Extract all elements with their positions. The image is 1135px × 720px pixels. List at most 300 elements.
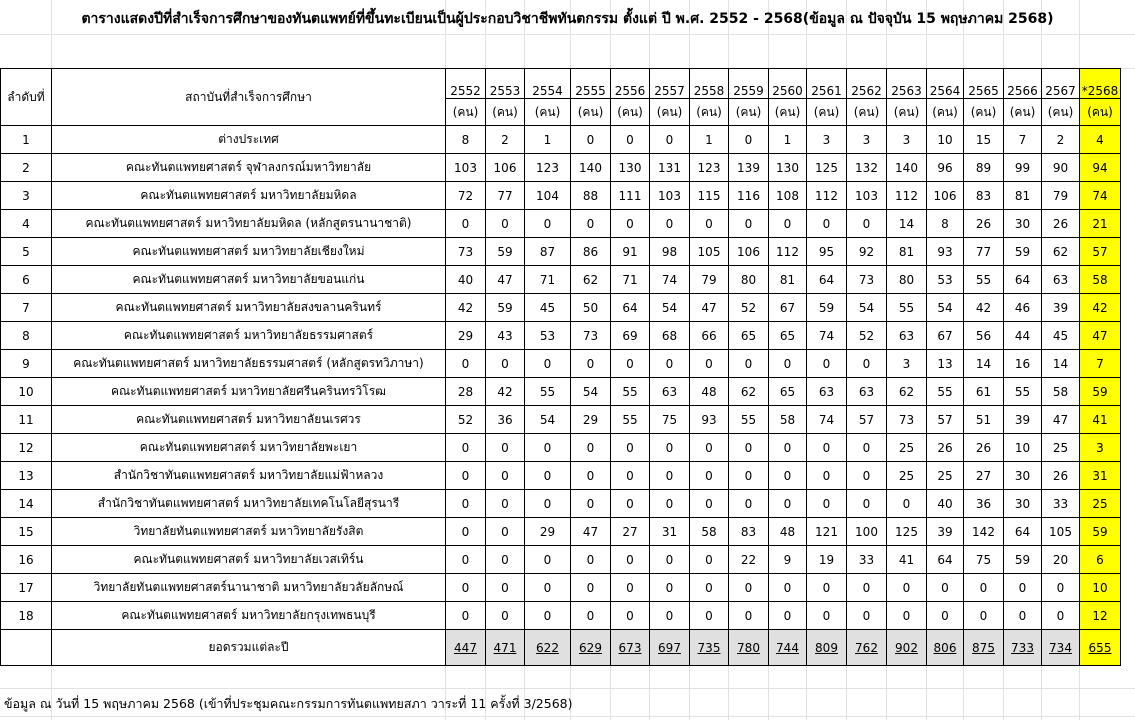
cell-count: 10	[927, 126, 964, 154]
cell-count: 45	[525, 294, 571, 322]
cell-count: 50	[571, 294, 611, 322]
row-index: 3	[1, 182, 52, 210]
cell-count: 140	[887, 154, 927, 182]
cell-count: 0	[690, 490, 729, 518]
cell-count: 0	[446, 462, 486, 490]
cell-count: 105	[690, 238, 729, 266]
cell-count: 130	[769, 154, 807, 182]
cell-count: 62	[729, 378, 769, 406]
table-row	[1, 350, 1121, 378]
institution-name: คณะทันตแพทยศาสตร์ มหาวิทยาลัยสงขลานครินทร์	[52, 294, 446, 322]
row-index: 2	[1, 154, 52, 182]
cell-count: 96	[927, 154, 964, 182]
cell-count: 74	[807, 322, 847, 350]
table-row	[1, 322, 1121, 350]
institution-name: คณะทันตแพทยศาสตร์ มหาวิทยาลัยเชียงใหม่	[52, 238, 446, 266]
cell-count: 0	[571, 462, 611, 490]
cell-count: 142	[964, 518, 1004, 546]
totals-blank	[1, 630, 52, 666]
cell-count: 0	[486, 434, 525, 462]
cell-count: 3	[1080, 434, 1121, 462]
cell-count: 43	[486, 322, 525, 350]
cell-count: 63	[807, 378, 847, 406]
cell-count: 0	[729, 210, 769, 238]
cell-count: 0	[486, 546, 525, 574]
header-unit: (คน)	[729, 99, 769, 126]
table-row	[1, 126, 1121, 154]
institution-name: คณะทันตแพทยศาสตร์ มหาวิทยาลัยธรรมศาสตร์ (หลักสูตรทวิภาษา)	[52, 350, 446, 378]
cell-count: 3	[847, 126, 887, 154]
cell-count: 39	[1042, 294, 1080, 322]
cell-count: 79	[690, 266, 729, 294]
cell-count: 39	[927, 518, 964, 546]
cell-count: 0	[446, 546, 486, 574]
total-value: 622	[525, 630, 571, 666]
cell-count: 71	[611, 266, 650, 294]
cell-count: 0	[525, 350, 571, 378]
cell-count: 106	[927, 182, 964, 210]
cell-count: 58	[690, 518, 729, 546]
cell-count: 59	[1080, 518, 1121, 546]
cell-count: 0	[1042, 602, 1080, 630]
cell-count: 86	[571, 238, 611, 266]
cell-count: 8	[927, 210, 964, 238]
cell-count: 0	[807, 434, 847, 462]
institution-name: คณะทันตแพทยศาสตร์ มหาวิทยาลัยเวสเทิร์น	[52, 546, 446, 574]
cell-count: 0	[847, 602, 887, 630]
cell-count: 94	[1080, 154, 1121, 182]
cell-count: 1	[525, 126, 571, 154]
table-row	[1, 462, 1121, 490]
table-row	[1, 266, 1121, 294]
cell-count: 0	[690, 210, 729, 238]
row-index: 16	[1, 546, 52, 574]
cell-count: 0	[847, 350, 887, 378]
cell-count: 25	[1080, 490, 1121, 518]
cell-count: 57	[847, 406, 887, 434]
cell-count: 0	[769, 350, 807, 378]
cell-count: 132	[847, 154, 887, 182]
cell-count: 40	[446, 266, 486, 294]
cell-count: 0	[650, 210, 690, 238]
cell-count: 55	[611, 378, 650, 406]
cell-count: 79	[1042, 182, 1080, 210]
cell-count: 36	[486, 406, 525, 434]
table-row	[1, 182, 1121, 210]
total-value: 655	[1080, 630, 1121, 666]
institution-name: คณะทันตแพทยศาสตร์ มหาวิทยาลัยพะเยา	[52, 434, 446, 462]
cell-count: 45	[1042, 322, 1080, 350]
row-index: 6	[1, 266, 52, 294]
cell-count: 91	[611, 238, 650, 266]
cell-count: 0	[611, 210, 650, 238]
header-year: 2555	[571, 69, 611, 99]
row-index: 11	[1, 406, 52, 434]
cell-count: 0	[446, 434, 486, 462]
institution-name: สำนักวิชาทันตแพทยศาสตร์ มหาวิทยาลัยแม่ฟ้าหลวง	[52, 462, 446, 490]
cell-count: 25	[887, 434, 927, 462]
header-year: 2556	[611, 69, 650, 99]
row-index: 15	[1, 518, 52, 546]
total-value: 806	[927, 630, 964, 666]
cell-count: 75	[964, 546, 1004, 574]
cell-count: 0	[650, 490, 690, 518]
cell-count: 64	[611, 294, 650, 322]
cell-count: 58	[1042, 378, 1080, 406]
cell-count: 0	[611, 350, 650, 378]
total-value: 902	[887, 630, 927, 666]
cell-count: 125	[887, 518, 927, 546]
cell-count: 29	[525, 518, 571, 546]
cell-count: 19	[807, 546, 847, 574]
cell-count: 0	[729, 126, 769, 154]
cell-count: 52	[446, 406, 486, 434]
header-year: 2553	[486, 69, 525, 99]
cell-count: 0	[650, 126, 690, 154]
row-index: 4	[1, 210, 52, 238]
cell-count: 0	[807, 574, 847, 602]
header-index: ลำดับที่	[1, 69, 52, 126]
cell-count: 59	[1004, 546, 1042, 574]
cell-count: 42	[964, 294, 1004, 322]
cell-count: 65	[769, 322, 807, 350]
cell-count: 59	[1080, 378, 1121, 406]
cell-count: 87	[525, 238, 571, 266]
table-row	[1, 490, 1121, 518]
cell-count: 62	[887, 378, 927, 406]
cell-count: 0	[964, 602, 1004, 630]
cell-count: 48	[769, 518, 807, 546]
page-title: ตารางแสดงปีที่สำเร็จการศึกษาของทันตแพทย์ที่ขึ้นทะเบียนเป็นผู้ประกอบวิชาชีพทันตกรรม ตั้งแต่ ปี พ.ศ. 2552 - 2568(ข้อมูล ณ ปัจจุบัน 15 พฤษภาคม 2568)	[81, 11, 1054, 27]
cell-count: 74	[807, 406, 847, 434]
table-row	[1, 546, 1121, 574]
cell-count: 64	[1004, 518, 1042, 546]
data-table	[0, 68, 1121, 666]
cell-count: 3	[887, 350, 927, 378]
cell-count: 0	[446, 490, 486, 518]
total-value: 697	[650, 630, 690, 666]
cell-count: 0	[571, 546, 611, 574]
cell-count: 47	[486, 266, 525, 294]
cell-count: 0	[650, 602, 690, 630]
cell-count: 63	[887, 322, 927, 350]
institution-name: คณะทันตแพทยศาสตร์ มหาวิทยาลัยกรุงเทพธนบุรี	[52, 602, 446, 630]
cell-count: 0	[1004, 574, 1042, 602]
header-unit: (คน)	[525, 99, 571, 126]
cell-count: 20	[1042, 546, 1080, 574]
table-row	[1, 294, 1121, 322]
cell-count: 21	[1080, 210, 1121, 238]
cell-count: 0	[964, 574, 1004, 602]
cell-count: 0	[525, 434, 571, 462]
gridline	[0, 688, 1135, 689]
institution-name: คณะทันตแพทยศาสตร์ มหาวิทยาลัยศรีนครินทรวิโรฒ	[52, 378, 446, 406]
cell-count: 0	[650, 434, 690, 462]
cell-count: 89	[964, 154, 1004, 182]
cell-count: 59	[807, 294, 847, 322]
cell-count: 0	[729, 462, 769, 490]
cell-count: 54	[927, 294, 964, 322]
cell-count: 0	[847, 490, 887, 518]
row-index: 14	[1, 490, 52, 518]
cell-count: 0	[650, 350, 690, 378]
cell-count: 0	[1042, 574, 1080, 602]
cell-count: 54	[650, 294, 690, 322]
cell-count: 10	[1004, 434, 1042, 462]
cell-count: 83	[964, 182, 1004, 210]
cell-count: 0	[690, 574, 729, 602]
cell-count: 93	[927, 238, 964, 266]
total-value: 673	[611, 630, 650, 666]
total-value: 875	[964, 630, 1004, 666]
cell-count: 103	[446, 154, 486, 182]
cell-count: 116	[729, 182, 769, 210]
cell-count: 73	[571, 322, 611, 350]
cell-count: 58	[1080, 266, 1121, 294]
header-year: 2562	[847, 69, 887, 99]
cell-count: 131	[650, 154, 690, 182]
cell-count: 30	[1004, 210, 1042, 238]
cell-count: 7	[1004, 126, 1042, 154]
cell-count: 0	[769, 574, 807, 602]
cell-count: 12	[1080, 602, 1121, 630]
cell-count: 42	[446, 294, 486, 322]
total-value: 733	[1004, 630, 1042, 666]
cell-count: 81	[1004, 182, 1042, 210]
cell-count: 55	[611, 406, 650, 434]
header-unit: (คน)	[486, 99, 525, 126]
cell-count: 0	[611, 126, 650, 154]
cell-count: 81	[769, 266, 807, 294]
row-index: 9	[1, 350, 52, 378]
cell-count: 123	[525, 154, 571, 182]
cell-count: 0	[729, 490, 769, 518]
row-index: 17	[1, 574, 52, 602]
cell-count: 69	[611, 322, 650, 350]
cell-count: 0	[486, 462, 525, 490]
cell-count: 2	[486, 126, 525, 154]
header-year: *2568	[1080, 69, 1121, 99]
table-row	[1, 238, 1121, 266]
cell-count: 73	[887, 406, 927, 434]
cell-count: 3	[807, 126, 847, 154]
cell-count: 0	[769, 602, 807, 630]
table-row	[1, 210, 1121, 238]
cell-count: 0	[525, 546, 571, 574]
cell-count: 0	[611, 574, 650, 602]
header-year: 2564	[927, 69, 964, 99]
cell-count: 0	[807, 210, 847, 238]
cell-count: 27	[611, 518, 650, 546]
cell-count: 26	[964, 210, 1004, 238]
cell-count: 125	[807, 154, 847, 182]
cell-count: 47	[690, 294, 729, 322]
cell-count: 40	[927, 490, 964, 518]
cell-count: 0	[611, 462, 650, 490]
header-unit: (คน)	[1080, 99, 1121, 126]
cell-count: 121	[807, 518, 847, 546]
cell-count: 61	[964, 378, 1004, 406]
cell-count: 111	[611, 182, 650, 210]
cell-count: 0	[807, 490, 847, 518]
cell-count: 65	[769, 378, 807, 406]
row-index: 7	[1, 294, 52, 322]
total-value: 744	[769, 630, 807, 666]
total-value: 734	[1042, 630, 1080, 666]
cell-count: 0	[887, 574, 927, 602]
cell-count: 0	[729, 574, 769, 602]
cell-count: 66	[690, 322, 729, 350]
cell-count: 103	[847, 182, 887, 210]
cell-count: 92	[847, 238, 887, 266]
cell-count: 55	[729, 406, 769, 434]
cell-count: 98	[650, 238, 690, 266]
table-row	[1, 378, 1121, 406]
cell-count: 33	[1042, 490, 1080, 518]
cell-count: 0	[571, 602, 611, 630]
cell-count: 42	[1080, 294, 1121, 322]
cell-count: 3	[887, 126, 927, 154]
cell-count: 140	[571, 154, 611, 182]
table-row	[1, 574, 1121, 602]
cell-count: 0	[611, 490, 650, 518]
cell-count: 62	[1042, 238, 1080, 266]
row-index: 18	[1, 602, 52, 630]
header-institution: สถาบันที่สำเร็จการศึกษา	[52, 69, 446, 126]
total-value: 447	[446, 630, 486, 666]
institution-name: วิทยาลัยทันตแพทยศาสตร์ มหาวิทยาลัยรังสิต	[52, 518, 446, 546]
cell-count: 63	[650, 378, 690, 406]
header-year: 2559	[729, 69, 769, 99]
cell-count: 0	[887, 490, 927, 518]
cell-count: 62	[571, 266, 611, 294]
header-unit: (คน)	[690, 99, 729, 126]
header-year: 2566	[1004, 69, 1042, 99]
cell-count: 81	[887, 238, 927, 266]
cell-count: 53	[525, 322, 571, 350]
cell-count: 30	[1004, 490, 1042, 518]
cell-count: 74	[650, 266, 690, 294]
cell-count: 4	[1080, 126, 1121, 154]
row-index: 1	[1, 126, 52, 154]
cell-count: 55	[525, 378, 571, 406]
cell-count: 68	[650, 322, 690, 350]
cell-count: 31	[1080, 462, 1121, 490]
cell-count: 25	[1042, 434, 1080, 462]
cell-count: 14	[964, 350, 1004, 378]
cell-count: 0	[486, 350, 525, 378]
cell-count: 0	[571, 350, 611, 378]
cell-count: 55	[1004, 378, 1042, 406]
cell-count: 14	[1042, 350, 1080, 378]
row-index: 12	[1, 434, 52, 462]
cell-count: 54	[847, 294, 887, 322]
cell-count: 67	[927, 322, 964, 350]
cell-count: 1	[690, 126, 729, 154]
header-year: 2563	[887, 69, 927, 99]
cell-count: 0	[729, 350, 769, 378]
cell-count: 0	[847, 434, 887, 462]
cell-count: 59	[1004, 238, 1042, 266]
cell-count: 0	[446, 518, 486, 546]
cell-count: 33	[847, 546, 887, 574]
cell-count: 0	[446, 602, 486, 630]
cell-count: 59	[486, 294, 525, 322]
cell-count: 0	[729, 602, 769, 630]
cell-count: 26	[1042, 462, 1080, 490]
cell-count: 30	[1004, 462, 1042, 490]
cell-count: 72	[446, 182, 486, 210]
cell-count: 28	[446, 378, 486, 406]
header-year: 2567	[1042, 69, 1080, 99]
institution-name: คณะทันตแพทยศาสตร์ จุฬาลงกรณ์มหาวิทยาลัย	[52, 154, 446, 182]
cell-count: 0	[690, 602, 729, 630]
cell-count: 0	[650, 546, 690, 574]
cell-count: 115	[690, 182, 729, 210]
cell-count: 0	[486, 490, 525, 518]
table-row	[1, 434, 1121, 462]
cell-count: 47	[1042, 406, 1080, 434]
cell-count: 2	[1042, 126, 1080, 154]
institution-name: วิทยาลัยทันตแพทยศาสตร์นานาชาติ มหาวิทยาลัยวลัยลักษณ์	[52, 574, 446, 602]
cell-count: 55	[964, 266, 1004, 294]
cell-count: 139	[729, 154, 769, 182]
cell-count: 95	[807, 238, 847, 266]
cell-count: 59	[486, 238, 525, 266]
institution-name: คณะทันตแพทยศาสตร์ มหาวิทยาลัยขอนแก่น	[52, 266, 446, 294]
header-unit: (คน)	[650, 99, 690, 126]
header-unit: (คน)	[1042, 99, 1080, 126]
institution-name: สำนักวิชาทันตแพทยศาสตร์ มหาวิทยาลัยเทคโนโลยีสุรนารี	[52, 490, 446, 518]
row-index: 10	[1, 378, 52, 406]
cell-count: 0	[486, 602, 525, 630]
cell-count: 0	[650, 574, 690, 602]
cell-count: 41	[887, 546, 927, 574]
cell-count: 0	[769, 462, 807, 490]
cell-count: 0	[525, 490, 571, 518]
cell-count: 13	[927, 350, 964, 378]
cell-count: 0	[571, 126, 611, 154]
cell-count: 93	[690, 406, 729, 434]
cell-count: 67	[769, 294, 807, 322]
cell-count: 90	[1042, 154, 1080, 182]
cell-count: 52	[847, 322, 887, 350]
cell-count: 0	[525, 462, 571, 490]
cell-count: 100	[847, 518, 887, 546]
cell-count: 0	[446, 574, 486, 602]
cell-count: 10	[1080, 574, 1121, 602]
institution-name: คณะทันตแพทยศาสตร์ มหาวิทยาลัยมหิดล (หลักสูตรนานาชาติ)	[52, 210, 446, 238]
footnote: ข้อมูล ณ วันที่ 15 พฤษภาคม 2568 (เข้าที่ประชุมคณะกรรมการทันตแพทยสภา วาระที่ 11 ครั้งที่ 3/2568)	[4, 696, 573, 711]
cell-count: 26	[927, 434, 964, 462]
cell-count: 0	[446, 350, 486, 378]
cell-count: 48	[690, 378, 729, 406]
cell-count: 0	[525, 210, 571, 238]
cell-count: 0	[927, 602, 964, 630]
cell-count: 103	[650, 182, 690, 210]
cell-count: 104	[525, 182, 571, 210]
table-row	[1, 602, 1121, 630]
cell-count: 54	[571, 378, 611, 406]
cell-count: 63	[847, 378, 887, 406]
cell-count: 77	[964, 238, 1004, 266]
cell-count: 25	[927, 462, 964, 490]
cell-count: 0	[690, 350, 729, 378]
cell-count: 88	[571, 182, 611, 210]
cell-count: 0	[807, 602, 847, 630]
cell-count: 99	[1004, 154, 1042, 182]
header-unit: (คน)	[887, 99, 927, 126]
